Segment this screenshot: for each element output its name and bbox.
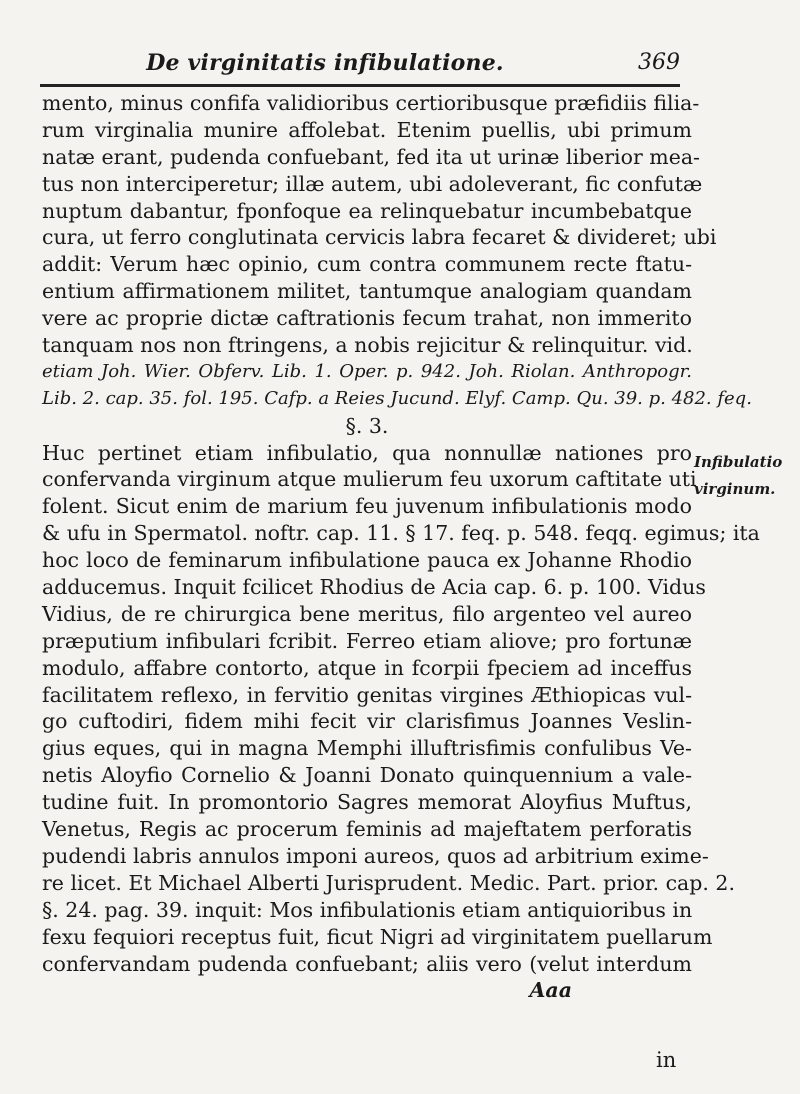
text-line: mento, minus confifa validioribus certioribusque præfidiis filia- [42,91,700,115]
text-line: facilitatem reflexo, in fervitio genitas virgines Æthiopicas vul- [42,682,692,707]
page-header [40,50,680,84]
text-line: Lib. 2. cap. 35. fol. 195. Cafp. a Reies Jucund. Elyf. Camp. Qu. 39. p. 482. feq. [42,387,752,409]
text-line: tudine fuit. In promontorio Sagres memorat Aloyfius Muftus, [42,790,692,815]
header-rule [40,84,680,87]
text-line: pudendi labris annulos imponi aureos, quos ad arbitrium exime- [42,843,709,868]
margin-note: Infibulatio [694,453,783,471]
catchword: in [656,1048,677,1072]
text-line: natæ erant, pudenda confuebant, fed ita ut urinæ liberior mea- [42,144,700,169]
text-line: gius eques, qui in magna Memphi illuftrisfimis confulibus Ve- [42,736,692,761]
page-number: 369 [638,50,680,75]
text-line: addit: Verum hæc opinio, cum contra communem recte ftatu- [42,252,692,277]
text-line: etiam Joh. Wier. Obferv. Lib. 1. Oper. p. 942. Joh. Riolan. Anthropogr. [42,360,692,382]
text-line: nuptum dabantur, fponfoque ea relinquebatur incumbebatque [42,198,692,223]
text-line: tus non interciperetur; illæ autem, ubi adoleverant, fic confutæ [42,171,703,196]
section-number: §. 3. [345,413,389,438]
text-line: confervandam pudenda confuebant; aliis vero (velut interdum [42,951,692,976]
text-line: entium affirmationem militet, tantumque analogiam quandam [42,279,692,304]
text-line: fexu fequiori receptus fuit, ficut Nigri ad virginitatem puellarum [42,924,713,949]
text-line: cura, ut ferro conglutinata cervicis labra fecaret & divideret; ubi [42,225,717,250]
text-line: & ufu in Spermatol. noftr. cap. 11. § 17. feq. p. 548. feqq. egimus; ita [42,521,760,546]
text-line: adducemus. Inquit fcilicet Rhodius de Acia cap. 6. p. 100. Vidus [42,575,706,600]
text-line: Venetus, Regis ac procerum feminis ad majeftatem perforatis [42,817,692,842]
text-line: Huc pertinet etiam infibulatio, qua nonnullæ nationes pro [42,440,692,465]
text-line: rum virginalia munire affolebat. Etenim puellis, ubi primum [42,117,692,142]
body-text [42,90,760,1004]
text-line: Vidius, de re chirurgica bene meritus, filo argenteo vel aureo [42,601,692,626]
signature-mark: Aaa [529,978,572,1003]
text-line: confervanda virginum atque mulierum feu uxorum caftitate uti [42,467,697,492]
text-line: hoc loco de feminarum infibulatione pauca ex Johanne Rhodio [42,548,692,573]
text-line: præputium infibulari fcribit. Ferreo etiam aliove; pro fortunæ [42,628,692,653]
text-line: vere ac proprie dictæ caftrationis fecum trahat, non immerito [42,306,692,331]
text-line: §. 24. pag. 39. inquit: Mos infibulationis etiam antiquioribus in [42,897,693,922]
text-line: modulo, affabre contorto, atque in fcorpii fpeciem ad inceffus [42,655,692,680]
margin-note: virginum. [694,480,776,498]
text-line: netis Aloyfio Cornelio & Joanni Donato quinquennium a vale- [42,763,692,788]
running-title: De virginitatis infibulatione. [146,50,504,76]
text-line: tanquam nos non ftringens, a nobis rejicitur & relinquitur. vid. [42,333,693,358]
text-line: folent. Sicut enim de marium feu juvenum infibulationis modo [42,494,692,519]
text-line: re licet. Et Michael Alberti Jurisprudent. Medic. Part. prior. cap. 2. [42,870,735,895]
text-line: go cuftodiri, fidem mihi fecit vir clarisfimus Joannes Veslin- [42,709,692,734]
